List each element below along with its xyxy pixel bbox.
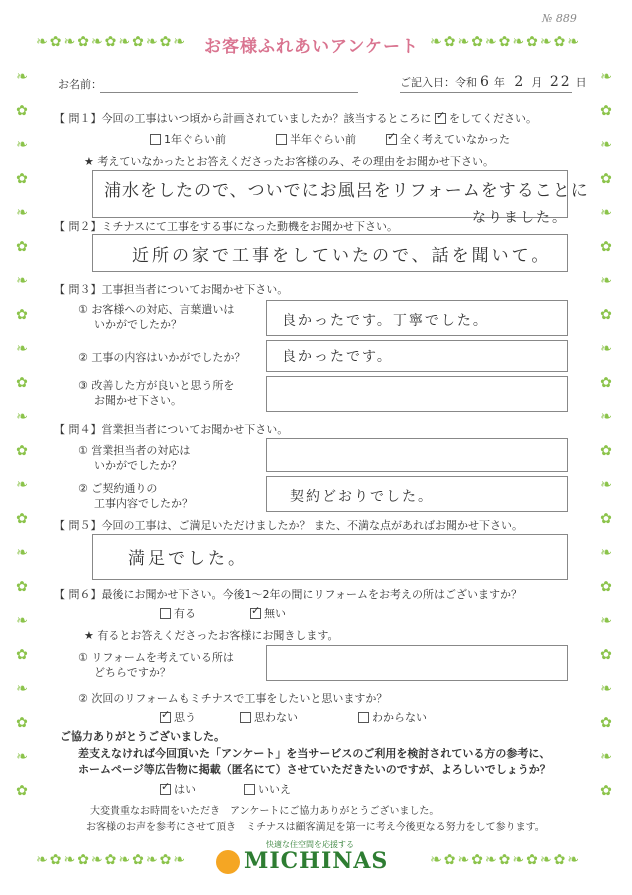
vine-bottom-right: ❧✿❧✿❧✿❧✿❧✿❧ (430, 852, 582, 868)
q6-item-2-option-3[interactable]: わからない (358, 709, 427, 725)
q6-item-1-answer-box[interactable] (266, 645, 568, 681)
checkbox-checked-icon[interactable] (160, 712, 171, 723)
q6-item-2-option-2[interactable]: 思わない (240, 709, 298, 725)
checkbox-icon[interactable] (150, 134, 161, 145)
q4-item-1-answer-box[interactable] (266, 438, 568, 472)
q1-answer-line-2: なりました。 (472, 210, 568, 226)
checkbox-icon[interactable] (160, 608, 171, 619)
checkbox-icon[interactable] (244, 784, 255, 795)
consent-option-yes[interactable]: ✓はい (160, 781, 196, 797)
q6-option-yes[interactable]: 有る (160, 605, 196, 621)
checkbox-icon[interactable] (358, 712, 369, 723)
vine-left: ❧ ✿ ❧ ✿ ❧ ✿ ❧ ✿ ❧ ✿ ❧ ✿ ❧ ✿ ❧ ✿ ❧ ✿ ❧ ✿ ❧ ✿ (16, 69, 28, 799)
q6-question: 【 問６】最後にお聞かせ下さい。今後1～2年の間にリフォームをお考えの所はございますか？ (54, 588, 522, 601)
page-title: お客様ふれあいアンケート (204, 37, 419, 57)
consent-line-1: 差支えなければ今回頂いた「アンケート」を当サービスのご利用を検討されている方の参考に、 (78, 747, 551, 760)
q3-item-2-answer: 良かったです。 (282, 349, 393, 365)
checkbox-icon[interactable] (276, 134, 287, 145)
q6-item-2-option-1[interactable]: ✓思う (160, 709, 196, 725)
vine-top-right: ❧✿❧✿❧✿❧✿❧✿❧ (430, 34, 582, 50)
vine-top-left: ❧✿❧✿❧✿❧✿❧✿❧ (36, 34, 188, 50)
q6-subquestion: ★ 有るとお答えくださったお客様にお聞きします。 (84, 629, 339, 642)
q4-item-2-answer: 契約どおりでした。 (290, 489, 434, 505)
q1-subquestion: ★ 考えていなかったとお答えくださったお客様のみ、その理由をお聞かせ下さい。 (84, 155, 495, 168)
q4-item-1-label: ① 営業担当者の対応は いかがでしたか？ (78, 444, 191, 472)
brand-tagline: 快適な住空間を応援する (266, 840, 354, 849)
q6-item-1-label: ① リフォームを考えている所は どちらですか？ (78, 651, 234, 679)
checkbox-checked-icon[interactable] (160, 784, 171, 795)
consent-line-2: ホームページ等広告物に掲載（匿名にて）させていただきたいのですが、よろしいでしょうか？ (78, 763, 551, 776)
brand-logo-icon (216, 850, 240, 874)
q6-option-no[interactable]: ✓ 無い (250, 605, 286, 621)
q6-item-2-label: ② 次回のリフォームもミチナスで工事をしたいと思いますか？ (78, 692, 388, 705)
vine-right: ❧ ✿ ❧ ✿ ❧ ✿ ❧ ✿ ❧ ✿ ❧ ✿ ❧ ✿ ❧ ✿ ❧ ✿ ❧ ✿ ❧ ✿ (600, 69, 612, 799)
serial-number: № 889 (542, 12, 577, 25)
brand-name: MICHINAS (244, 848, 389, 874)
q2-question: 【 問２】ミチナスにて工事をする事になった動機をお聞かせ下さい。 (54, 220, 399, 233)
checkmark-sample-icon (435, 113, 446, 124)
checkbox-checked-icon[interactable] (386, 134, 397, 145)
q1-option-3[interactable]: ✓ 全く考えていなかった (386, 131, 510, 147)
thanks-message: ご協力ありがとうございました。 (60, 730, 225, 743)
name-underline (100, 92, 358, 93)
date-underline (400, 92, 572, 93)
q3-question: 【 問３】工事担当者についてお聞かせ下さい。 (54, 283, 289, 296)
q1-option-2[interactable]: 半年ぐらい前 (276, 131, 356, 147)
q1-option-1[interactable]: 1年ぐらい前 (150, 131, 226, 147)
q2-answer: 近所の家で工事をしていたので、話を聞いて。 (132, 246, 552, 266)
q5-question: 【 問５】今回の工事は、ご満足いただけましたか？ また、不満な点があればお聞かせ下さい。 (54, 519, 523, 532)
name-label: お名前： (58, 78, 102, 91)
q1-question: 【 問１】今回の工事はいつ頃から計画されていましたか？該当するところに ✓ をしてください。 (54, 110, 537, 126)
q3-item-2-label: ② 工事の内容はいかがでしたか？ (78, 351, 246, 364)
q4-question: 【 問４】営業担当者についてお聞かせ下さい。 (54, 423, 289, 436)
q1-answer-line-1: 浦水をしたので、ついでにお風呂をリフォームをすることに (104, 181, 589, 201)
q3-item-3-label: ③ 改善した方が良いと思う所を お聞かせ下さい。 (78, 379, 235, 407)
footer-line-2: お客様のお声を参考にさせて頂き ミチナスは顧客満足を第一に考え今後更なる努力をして参ります。 (86, 822, 545, 833)
q5-answer: 満足でした。 (128, 549, 248, 569)
q3-item-1-answer: 良かったです。丁寧でした。 (282, 313, 489, 329)
checkbox-icon[interactable] (240, 712, 251, 723)
date-field: ご記入日：令和 6 年 2 月 22 日 (400, 74, 587, 90)
footer-line-1: 大変貴重なお時間をいただき アンケートにご協力ありがとうございました。 (90, 806, 440, 817)
q3-item-1-label: ① お客様への対応、言葉遣いは いかがでしたか？ (78, 303, 235, 331)
consent-option-no[interactable]: いいえ (244, 781, 291, 797)
checkbox-checked-icon[interactable] (250, 608, 261, 619)
vine-bottom-left: ❧✿❧✿❧✿❧✿❧✿❧ (36, 852, 188, 868)
q3-item-3-answer-box[interactable] (266, 376, 568, 412)
q4-item-2-label: ② ご契約通りの 工事内容でしたか？ (78, 482, 193, 510)
